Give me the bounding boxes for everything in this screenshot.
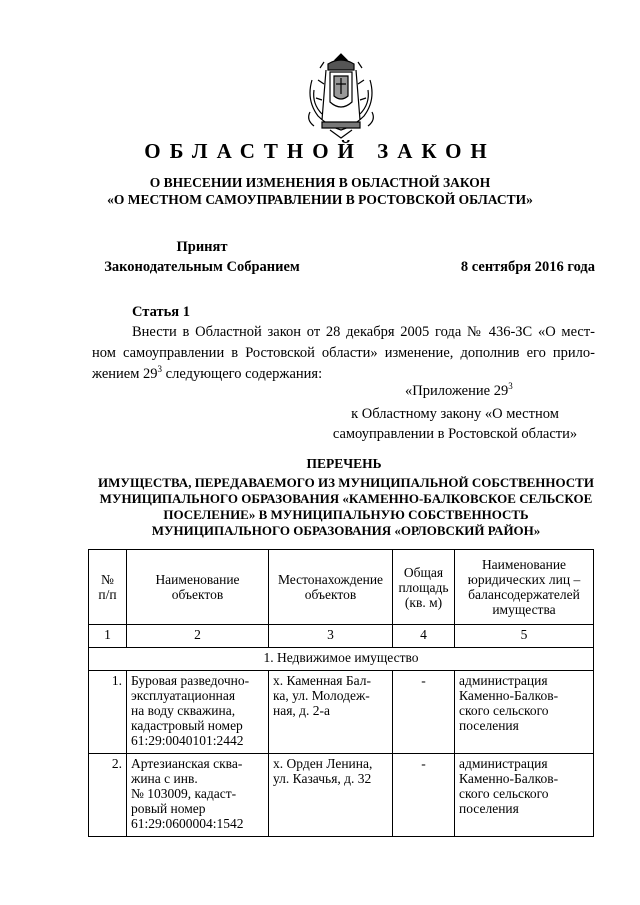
list-title: ПЕРЕЧЕНЬ <box>306 456 382 471</box>
row-location-line: х. Орден Ленина, <box>273 756 373 771</box>
article-text-part: жением 29 <box>92 366 158 382</box>
row-location <box>269 754 393 837</box>
row-area: - <box>393 671 455 754</box>
section-row <box>89 648 594 671</box>
row-holder-line: Каменно-Балков- <box>459 688 559 703</box>
row-number: 1. <box>89 671 127 754</box>
header-text: имущества <box>492 602 556 617</box>
appendix-note-line: самоуправлении в Ростовской области» <box>332 426 578 442</box>
row-holder-line: поселения <box>459 718 519 733</box>
header-text: Наименование <box>155 572 240 587</box>
law-subtitle <box>0 174 640 208</box>
table-row <box>89 754 594 837</box>
adopted-by <box>92 237 312 277</box>
row-holder-line: ского сельского <box>459 703 549 718</box>
row-name-line: жина с инв. <box>131 771 198 786</box>
article-text-line: Внести в Областной закон от 28 декабря 2005 года № 436-ЗС «О мест- <box>132 324 595 340</box>
assets-table <box>88 549 594 837</box>
article-text-line: ном самоуправлении в Ростовской области» изменение, дополнив его прило- <box>92 345 595 361</box>
appendix-reference-text: «Приложение 29 <box>405 383 509 399</box>
column-number-cell: 3 <box>269 625 393 648</box>
row-location <box>269 671 393 754</box>
column-number-row <box>89 625 594 648</box>
law-subtitle-line: О ВНЕСЕНИИ ИЗМЕНЕНИЯ В ОБЛАСТНОЙ ЗАКОН <box>149 175 491 190</box>
table-header-row <box>89 550 594 625</box>
appendix-note <box>315 404 595 444</box>
coat-of-arms-icon <box>300 50 382 142</box>
row-name-line: 61:29:0600004:1542 <box>131 816 244 831</box>
header-text: объектов <box>304 587 357 602</box>
header-text: балансодержателей <box>468 587 580 602</box>
row-name <box>127 754 269 837</box>
article-text-superscript: 3 <box>157 364 163 374</box>
header-text: юридических лиц – <box>467 572 581 587</box>
row-area: - <box>393 754 455 837</box>
header-cell-holder <box>455 550 594 625</box>
header-cell-location <box>269 550 393 625</box>
header-text: № <box>101 572 114 587</box>
row-name-line: на воду скважина, <box>131 703 236 718</box>
row-holder-line: администрация <box>459 673 548 688</box>
header-cell-number <box>89 550 127 625</box>
list-subtitle-line: ПОСЕЛЕНИЕ» В МУНИЦИПАЛЬНУЮ СОБСТВЕННОСТЬ <box>163 507 529 522</box>
article-text-line <box>92 364 595 385</box>
adopted-label: Принят <box>176 239 228 255</box>
header-cell-name <box>127 550 269 625</box>
row-name-line: Буровая разведочно- <box>131 673 250 688</box>
header-text: объектов <box>171 587 224 602</box>
list-subtitle <box>66 475 626 539</box>
list-subtitle-line: МУНИЦИПАЛЬНОГО ОБРАЗОВАНИЯ «КАМЕННО-БАЛКОВСКОЕ СЕЛЬСКОЕ <box>99 491 593 506</box>
appendix-note-line: к Областному закону «О местном <box>351 406 559 422</box>
row-holder <box>455 754 594 837</box>
header-text: Общая <box>403 564 444 580</box>
row-name-line: эксплуатационная <box>131 688 236 703</box>
row-location-line: ная, д. 2-а <box>273 703 331 718</box>
header-text: Наименование <box>481 557 567 572</box>
list-subtitle-line: ИМУЩЕСТВА, ПЕРЕДАВАЕМОГО ИЗ МУНИЦИПАЛЬНОЙ СОБСТВЕННОСТИ <box>98 475 594 490</box>
header-text: (кв. м) <box>404 594 443 610</box>
article-heading: Статья 1 <box>132 304 190 320</box>
row-name <box>127 671 269 754</box>
article-body <box>92 322 595 385</box>
row-holder-line: поселения <box>459 801 519 816</box>
appendix-reference <box>405 383 513 400</box>
column-number-cell: 4 <box>393 625 455 648</box>
column-number-cell: 2 <box>127 625 269 648</box>
header-cell-area <box>393 550 455 625</box>
column-number-cell: 5 <box>455 625 594 648</box>
law-subtitle-line: «О МЕСТНОМ САМОУПРАВЛЕНИИ В РОСТОВСКОЙ ОБЛАСТИ» <box>107 192 533 207</box>
article-text-part: следующего содержания: <box>162 366 323 382</box>
law-title: ОБЛАСТНОЙ ЗАКОН <box>144 139 496 163</box>
adopted-body: Законодательным Собранием <box>104 259 300 275</box>
row-name-line: № 103009, кадаст- <box>131 786 237 801</box>
row-name-line: кадастровый номер <box>131 718 243 733</box>
row-location-line: ка, ул. Молодеж- <box>273 688 370 703</box>
row-holder-line: администрация <box>459 756 548 771</box>
appendix-reference-superscript: 3 <box>508 381 513 391</box>
header-text: п/п <box>98 587 117 602</box>
header-text: площадь <box>398 579 449 595</box>
row-name-line: Артезианская сква- <box>131 756 243 771</box>
table-row <box>89 671 594 754</box>
row-number: 2. <box>89 754 127 837</box>
row-name-line: ровый номер <box>131 801 206 816</box>
row-holder <box>455 671 594 754</box>
column-number-cell: 1 <box>89 625 127 648</box>
row-holder-line: ского сельского <box>459 786 549 801</box>
row-holder-line: Каменно-Балков- <box>459 771 559 786</box>
section-title: 1. Недвижимое имущество <box>89 648 594 671</box>
adopted-date: 8 сентября 2016 года <box>460 259 595 275</box>
row-location-line: ул. Казачья, д. 32 <box>273 771 372 786</box>
header-text: Местонахождение <box>277 572 384 587</box>
row-location-line: х. Каменная Бал- <box>273 673 371 688</box>
list-subtitle-line: МУНИЦИПАЛЬНОГО ОБРАЗОВАНИЯ «ОРЛОВСКИЙ РАЙОН» <box>151 523 541 538</box>
row-name-line: 61:29:0040101:2442 <box>131 733 244 748</box>
